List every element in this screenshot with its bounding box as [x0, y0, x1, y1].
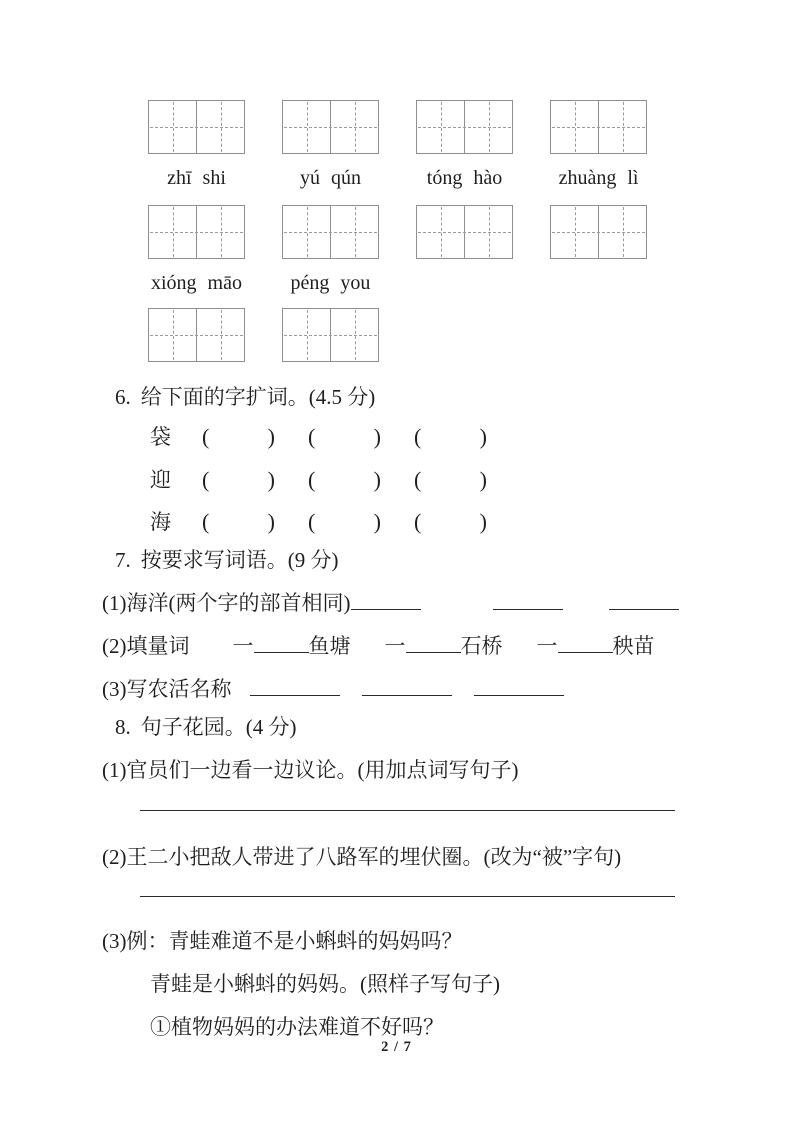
measure-word-group — [385, 630, 503, 660]
noun: 秧苗 — [612, 634, 655, 658]
q8-item-1 — [102, 754, 519, 784]
question-title: 给下面的字扩词。 — [140, 385, 309, 409]
paren-open: ( — [202, 467, 210, 492]
item-instruction: (改为“被”字句) — [483, 845, 622, 869]
fill-blank[interactable] — [351, 594, 421, 610]
grid-cell — [283, 101, 330, 153]
q7-item-3 — [102, 673, 564, 703]
fill-blank[interactable] — [558, 637, 613, 653]
item-instruction: (用加点词写句子) — [357, 758, 519, 782]
paren-close: ) — [479, 509, 487, 534]
grid-cell — [417, 101, 464, 153]
pinyin-label: xióng māo — [151, 272, 242, 294]
writing-grid-box[interactable] — [148, 308, 245, 362]
sub-question: ①植物妈妈的办法难道不好吗？ — [150, 1015, 444, 1039]
question8-header — [115, 711, 297, 741]
q7-item-1 — [102, 587, 679, 617]
paren-open: ( — [308, 424, 316, 449]
paren-open: ( — [202, 509, 210, 534]
item-prompt: 填量词 — [126, 634, 190, 658]
item-sentence: 王二小把敌人带进了八路军的埋伏圈。 — [126, 845, 484, 869]
q8-item-2 — [102, 841, 621, 871]
item-label: (2) — [102, 634, 127, 658]
paren-open: ( — [414, 467, 422, 492]
paren-close: ) — [267, 467, 275, 492]
pinyin-label: zhuàng lì — [558, 167, 639, 189]
paren-close: ) — [479, 424, 487, 449]
writing-grid-row-2 — [148, 205, 647, 259]
grid-cell — [464, 206, 512, 258]
answer-blank-parens[interactable] — [414, 424, 487, 450]
grid-cell — [196, 101, 244, 153]
example-label: 例： — [126, 929, 169, 953]
grid-cell — [283, 309, 330, 361]
fill-blank[interactable] — [406, 637, 461, 653]
noun: 鱼塘 — [308, 634, 351, 658]
pinyin-row-1 — [148, 167, 647, 190]
answer-blank-parens[interactable] — [414, 509, 487, 535]
writing-grid-row-1 — [148, 100, 647, 154]
grid-cell — [196, 206, 244, 258]
writing-grid-box[interactable] — [148, 205, 245, 259]
question-points: (4 分) — [245, 715, 297, 739]
item-instruction: (照样子写句子) — [360, 972, 500, 996]
measure-word-group — [233, 630, 351, 660]
answer-line[interactable] — [140, 896, 675, 897]
grid-cell — [149, 101, 196, 153]
writing-grid-box[interactable] — [282, 205, 379, 259]
paren-close: ) — [479, 467, 487, 492]
grid-cell — [417, 206, 464, 258]
writing-grid-row-3 — [148, 308, 379, 362]
grid-cell — [551, 206, 598, 258]
grid-cell — [551, 101, 598, 153]
writing-grid-box[interactable] — [416, 205, 513, 259]
fill-blank[interactable] — [254, 637, 309, 653]
item-label: (3) — [102, 677, 127, 701]
paren-close: ) — [267, 509, 275, 534]
answer-blank-parens[interactable] — [308, 509, 381, 535]
expand-word-row — [150, 464, 520, 494]
question-number: 6. — [115, 385, 131, 409]
pinyin-label: tóng hào — [426, 167, 503, 189]
pinyin-label: yú qún — [300, 167, 361, 189]
numeral: 一 — [384, 634, 406, 658]
grid-cell — [196, 309, 244, 361]
target-character: 海 — [150, 510, 171, 534]
page-number: 2 / 7 — [381, 1039, 412, 1055]
writing-grid-box[interactable] — [550, 205, 647, 259]
question-title: 句子花园。 — [140, 715, 246, 739]
paren-open: ( — [202, 424, 210, 449]
grid-cell — [149, 309, 196, 361]
expand-word-row — [150, 421, 520, 451]
answer-blank-parens[interactable] — [202, 424, 275, 450]
numeral: 一 — [232, 634, 254, 658]
answer-line[interactable] — [140, 810, 675, 811]
example-question: 青蛙难道不是小蝌蚪的妈妈吗？ — [168, 929, 463, 953]
grid-cell — [149, 206, 196, 258]
grid-cell — [330, 101, 378, 153]
fill-blank[interactable] — [474, 680, 564, 696]
answer-blank-parens[interactable] — [308, 424, 381, 450]
paren-close: ) — [373, 509, 381, 534]
item-prompt: 写农活名称 — [126, 677, 232, 701]
expand-word-row — [150, 506, 520, 536]
item-label: (3) — [102, 929, 127, 953]
question-points: (9 分) — [287, 548, 339, 572]
grid-cell — [598, 101, 646, 153]
writing-grid-box[interactable] — [148, 100, 245, 154]
fill-blank[interactable] — [493, 594, 563, 610]
pinyin-label: zhī shi — [167, 167, 226, 189]
paren-close: ) — [373, 424, 381, 449]
writing-grid-box[interactable] — [416, 100, 513, 154]
pinyin-row-2 — [148, 272, 379, 295]
target-character: 迎 — [150, 468, 171, 492]
grid-cell — [598, 206, 646, 258]
item-label: (1) — [102, 758, 127, 782]
item-prompt: 海洋(两个字的部首相同) — [126, 591, 351, 615]
measure-word-group — [537, 630, 655, 660]
paren-open: ( — [414, 424, 422, 449]
question-number: 7. — [115, 548, 131, 572]
answer-blank-parens[interactable] — [414, 467, 487, 493]
grid-cell — [330, 309, 378, 361]
q8-item-3-example-answer — [150, 968, 500, 998]
pinyin-label: péng you — [290, 272, 371, 294]
paren-open: ( — [308, 467, 316, 492]
item-sentence: 官员们一边看一边议论。 — [126, 758, 358, 782]
item-label: (2) — [102, 845, 127, 869]
grid-cell — [464, 101, 512, 153]
question-points: (4.5 分) — [308, 385, 376, 409]
paren-open: ( — [308, 509, 316, 534]
writing-grid-box[interactable] — [550, 100, 647, 154]
question-title: 按要求写词语。 — [140, 548, 288, 572]
writing-grid-box[interactable] — [282, 308, 379, 362]
question7-header — [115, 544, 339, 574]
paren-open: ( — [414, 509, 422, 534]
fill-blank[interactable] — [362, 680, 452, 696]
answer-blank-parens[interactable] — [308, 467, 381, 493]
q8-item-3-example-question — [102, 925, 463, 955]
numeral: 一 — [536, 634, 558, 658]
paren-close: ) — [373, 467, 381, 492]
answer-blank-parens[interactable] — [202, 467, 275, 493]
grid-cell — [330, 206, 378, 258]
answer-blank-parens[interactable] — [202, 509, 275, 535]
q7-item-2 — [102, 630, 655, 660]
noun: 石桥 — [460, 634, 503, 658]
target-character: 袋 — [150, 425, 171, 449]
fill-blank[interactable] — [609, 594, 679, 610]
grid-cell — [283, 206, 330, 258]
example-answer: 青蛙是小蝌蚪的妈妈。 — [150, 972, 360, 996]
writing-grid-box[interactable] — [282, 100, 379, 154]
question-number: 8. — [115, 715, 131, 739]
item-label: (1) — [102, 591, 127, 615]
paren-close: ) — [267, 424, 275, 449]
fill-blank[interactable] — [250, 680, 340, 696]
question6-header — [115, 381, 375, 411]
q8-item-3-sub1 — [150, 1011, 444, 1041]
